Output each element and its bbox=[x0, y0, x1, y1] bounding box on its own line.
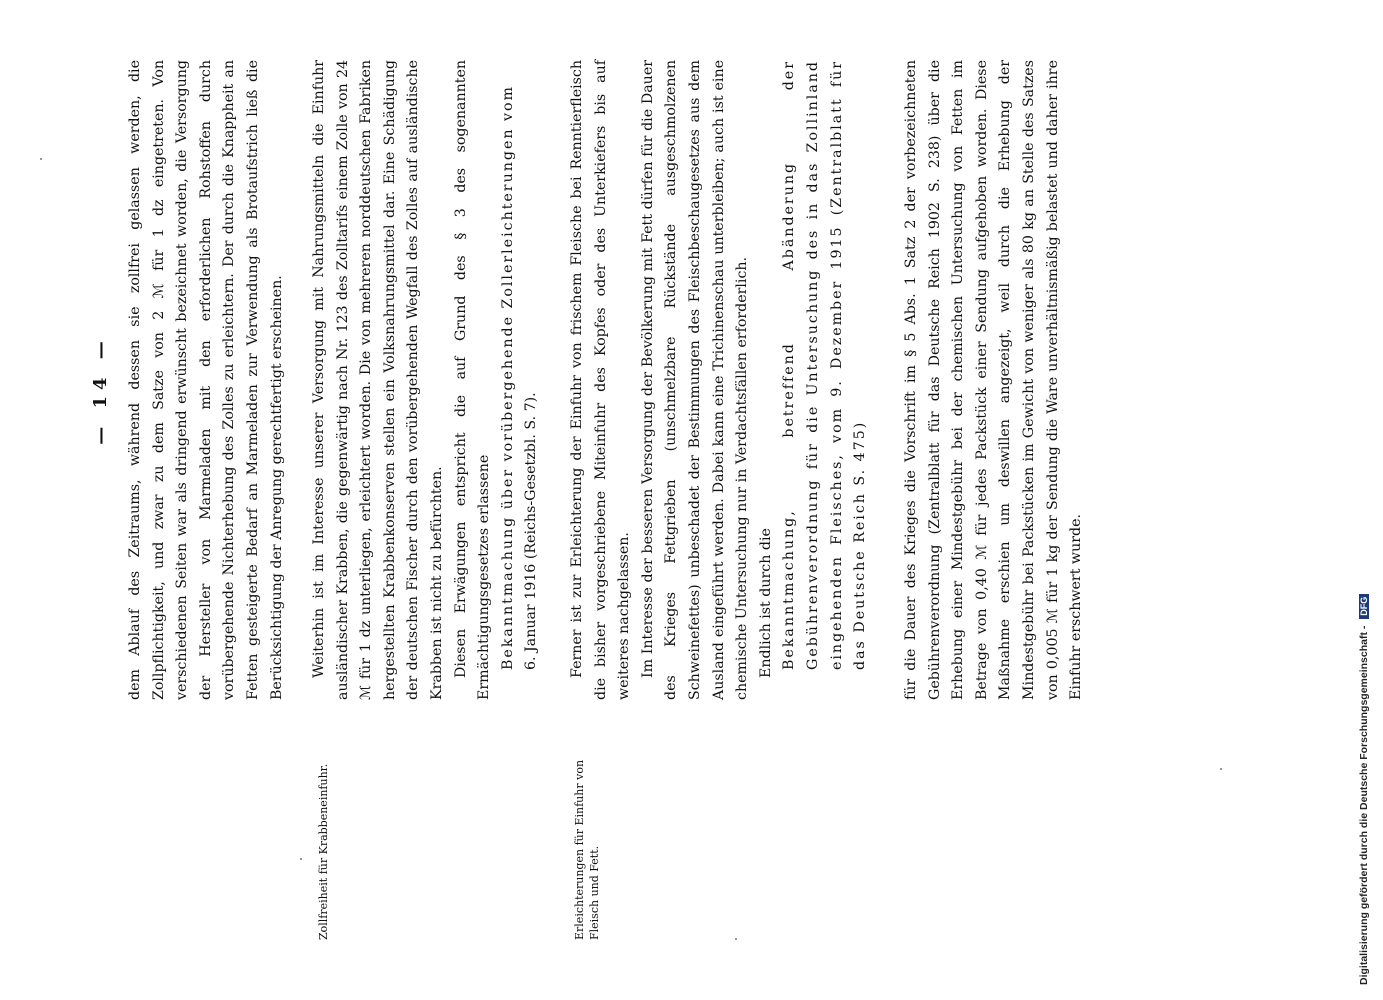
paragraph: für die Dauer des Krieges die Vorschrift im § 5 Abs. 1 Satz 2 der vorbezeichneten Gebührenverordnung (Zentralblatt für das Deutsche Reich 1902 S. 238) über die Erhebung einer Mindestgebühr bei der chemischen Untersuchung von Fetten im Betrage von 0,40 ℳ für jedes Packstück einer Sendung aufgehoben worden. Diese Maßnahme erschien um deswillen angezeigt, weil durch die Erhebung der Mindestgebühr bei Packstücken im Gewicht von weniger als 80 kg an Stelle des Satzes von 0,005 ℳ für 1 kg der Sendung die Ware unverhältnismäßig belastet und daher ihre Einfuhr erschwert wurde. bbox=[903, 60, 1085, 700]
decree-heading: Bekanntmachung, betreffend Abänderung der Gebührenverordnung für die Untersuchung des in das Zollinland eingehenden Fleisches, vom 9. Dezember 1915 (Zentralblatt für das Deutsche Reich S. 475) bbox=[781, 60, 869, 670]
watermark-text: Digitalisierung gefördert durch die Deutsche Forschungsgemeinschaft - bbox=[1358, 625, 1370, 985]
paragraph: Im Interesse der besseren Versorgung der Bevölkerung mit Fett dürfen für die Dauer des Krieges Fettgrieben (unschmelzbare Rückstände ausgeschmolzenen Schweinefettes) unbeschadet der Bestimmungen des Fleischbeschaugesetzes aus dem Ausland eingeführt werden. Dabei kann eine Trichinenschau unterbleiben; auch ist eine chemische Untersuchung nur in Verdachtsfällen erforderlich. bbox=[639, 60, 751, 700]
decree-heading-date: 6. Januar 1916 (Reichs-Gesetzbl. S. 7). bbox=[523, 392, 540, 670]
dfg-watermark bbox=[1358, 5, 1370, 985]
paragraph: Diesen Erwägungen entspricht die auf Grund des § 3 des sogenannten Ermächtigungsgesetzes erlassene bbox=[452, 60, 493, 700]
paragraph: Weiterhin ist im Interesse unserer Versorgung mit Nahrungsmitteln die Einfuhr ausländischer Krabben, die gegenwärtig nach Nr. 123 des Zolltarifs einem Zolle von 24 ℳ für 1 dz unterliegen, erleichtert worden. Die von mehreren norddeutschen Fabriken hergestellten Krabbenkonserven stellen ein Volksnahrungsmittel dar. Eine Schädigung der deutschen Fischer durch den vorübergehenden Wegfall des Zolles auf ausländische Krabben ist nicht zu befürchten. bbox=[311, 60, 445, 700]
text-block-meat-fat bbox=[566, 60, 873, 700]
text-block-marmalade bbox=[124, 60, 289, 700]
decree-heading: Bekanntmachung über vorübergehende Zollerleichterungen vom bbox=[499, 85, 516, 670]
marginal-note-crabs: Zollfreiheit für Krabbeneinfuhr. bbox=[317, 763, 330, 940]
paragraph: Endlich ist durch die bbox=[757, 528, 774, 678]
dfg-logo: DFG bbox=[1359, 594, 1369, 619]
marginal-note-meat-fat: Erleichterungen für Einfuhr von Fleisch und Fett. bbox=[573, 759, 601, 940]
scan-speck bbox=[300, 858, 302, 860]
scan-speck bbox=[735, 938, 737, 940]
scan-speck bbox=[1220, 768, 1222, 770]
scan-speck bbox=[40, 158, 42, 160]
paragraph: Ferner ist zur Erleichterung der Einfuhr von frischem Fleische bei Renntierfleisch die bisher vorgeschriebene Miteinfuhr des Kopfes oder des Unterkiefers bis auf weiteres nachgelassen. bbox=[569, 60, 633, 700]
page-number: — 14 — bbox=[90, 335, 111, 445]
text-block-fee-ordinance bbox=[900, 60, 1089, 700]
text-block-crabs bbox=[308, 60, 544, 700]
paragraph: dem Ablauf des Zeitraums, während dessen sie zollfrei gelassen werden, die Zollpflichtigkeit, und zwar zu dem Satze von 2 ℳ für 1 dz eingetreten. Von verschiedenen Seiten war als dringend erwünscht bezeichnet worden, die Versorgung der Hersteller von Marmeladen mit den erforderlichen Rohstoffen durch vorübergehende Nichterhebung des Zolles zu erleichtern. Der durch die Knappheit an Fetten gesteigerte Bedarf an Marmeladen zur Verwendung als Brotaufstrich ließ die Berücksichtigung der Anregung gerechtfertigt erscheinen. bbox=[127, 60, 285, 700]
